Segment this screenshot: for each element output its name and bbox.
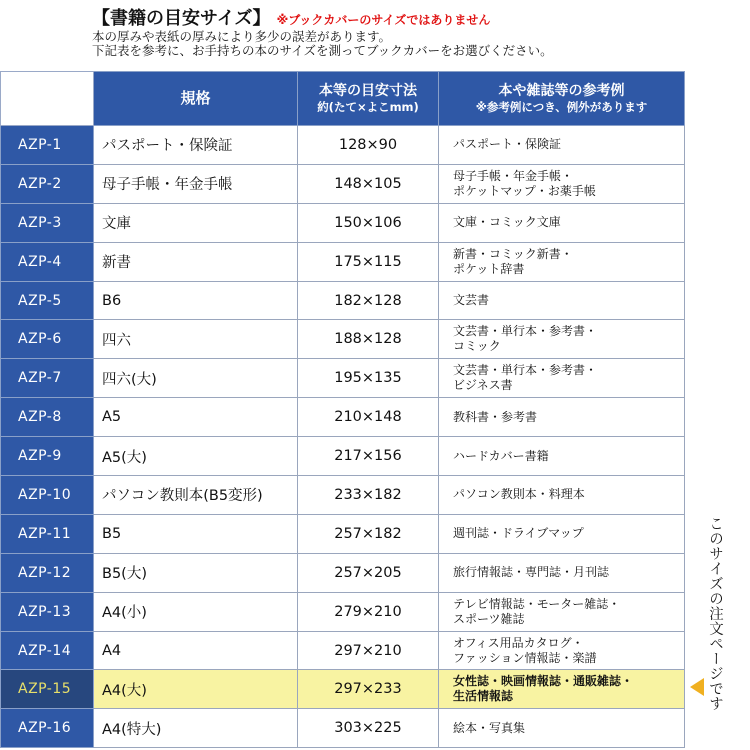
row-spec: A5(大): [94, 437, 298, 476]
row-dimensions: 233×182: [298, 476, 439, 515]
header-examples: [439, 72, 685, 126]
row-examples: [439, 514, 685, 553]
table-row: [1, 476, 685, 515]
table-row: [1, 437, 685, 476]
row-examples: [439, 592, 685, 631]
row-examples: [439, 203, 685, 242]
row-dimensions: 182×128: [298, 281, 439, 320]
row-dimensions: 148×105: [298, 164, 439, 203]
row-dimensions: 279×210: [298, 592, 439, 631]
example-line-1: 女性誌・映画情報誌・通販雑誌・: [453, 674, 634, 689]
description-line-1: 本の厚みや表紙の厚みにより多少の誤差があります。: [92, 29, 392, 44]
example-line-1: 文庫・コミック文庫: [453, 215, 561, 230]
row-examples: [439, 126, 685, 165]
row-code: AZP-6: [1, 320, 94, 359]
row-examples: [439, 476, 685, 515]
left-triangle-arrow-icon: [690, 678, 704, 696]
row-code: AZP-4: [1, 242, 94, 281]
row-code: AZP-3: [1, 203, 94, 242]
row-code: AZP-2: [1, 164, 94, 203]
example-line-1: 文芸書: [453, 293, 490, 307]
example-line-2: スポーツ雑誌: [453, 611, 525, 626]
row-code: AZP-16: [1, 709, 94, 748]
row-spec: 四六: [94, 320, 298, 359]
table-row: [1, 281, 685, 320]
row-code: AZP-9: [1, 437, 94, 476]
row-dimensions: 150×106: [298, 203, 439, 242]
example-line-1: パソコン教則本・料理本: [453, 487, 585, 502]
row-examples: [439, 670, 685, 709]
example-line-2: ビジネス書: [453, 378, 513, 393]
row-dimensions: 128×90: [298, 126, 439, 165]
row-spec: A4(大): [94, 670, 298, 709]
notice-text: ※ブックカバーのサイズではありません: [276, 13, 491, 27]
row-spec: B5(大): [94, 553, 298, 592]
table-header-row: [1, 72, 685, 126]
row-spec: 母子手帳・年金手帳: [94, 164, 298, 203]
table-row: [1, 709, 685, 748]
row-spec: 文庫: [94, 203, 298, 242]
header-spec: [94, 72, 298, 126]
example-line-1: 週刊誌・ドライブマップ: [453, 526, 584, 541]
table-row: [1, 514, 685, 553]
header-dimensions: [298, 72, 439, 126]
example-line-2: ポケットマップ・お薬手帳: [453, 183, 596, 198]
row-spec: A4(小): [94, 592, 298, 631]
example-line-1: 母子手帳・年金手帳・: [453, 168, 574, 183]
order-page-note: このサイズの注文ページです: [707, 516, 723, 711]
header-examples-label: 本や雑誌等の参考例: [498, 82, 625, 99]
row-examples: [439, 281, 685, 320]
row-examples: [439, 437, 685, 476]
row-code: AZP-8: [1, 398, 94, 437]
table-row: [1, 126, 685, 165]
row-dimensions: 297×210: [298, 631, 439, 670]
row-dimensions: 195×135: [298, 359, 439, 398]
row-examples: [439, 242, 685, 281]
row-examples: [439, 164, 685, 203]
table-row: [1, 242, 685, 281]
table-row: [1, 398, 685, 437]
row-examples: [439, 359, 685, 398]
example-line-1: 新書・コミック新書・: [453, 246, 573, 261]
row-code: AZP-15: [1, 670, 94, 709]
header-dimensions-label: 本等の目安寸法: [319, 82, 417, 99]
row-spec: A5: [94, 398, 298, 437]
example-line-1: 文芸書・単行本・参考書・: [453, 324, 598, 339]
row-dimensions: 257×182: [298, 514, 439, 553]
row-examples: [439, 320, 685, 359]
example-line-2: コミック: [453, 339, 501, 354]
row-dimensions: 303×225: [298, 709, 439, 748]
example-line-1: 絵本・写真集: [453, 720, 526, 735]
row-spec: パソコン教則本(B5変形): [94, 476, 298, 515]
row-spec: A4(特大): [94, 709, 298, 748]
row-code: AZP-13: [1, 592, 94, 631]
row-examples: [439, 709, 685, 748]
example-line-1: 文芸書・単行本・参考書・: [453, 363, 598, 378]
row-code: AZP-14: [1, 631, 94, 670]
description-line-2: 下記表を参考に、お手持ちの本のサイズを測ってブックカバーをお選びください。: [92, 43, 553, 58]
row-dimensions: 297×233: [298, 670, 439, 709]
table-row: [1, 164, 685, 203]
row-spec: A4: [94, 631, 298, 670]
row-spec: B6: [94, 281, 298, 320]
header-dimensions-sublabel: 約(たて×よこmm): [317, 99, 419, 114]
header-examples-sublabel: ※参考例につき、例外があります: [475, 99, 648, 114]
table-row: [1, 320, 685, 359]
row-code: AZP-10: [1, 476, 94, 515]
row-spec: B5: [94, 514, 298, 553]
table-row: [1, 203, 685, 242]
header-spec-label: 規格: [180, 89, 211, 107]
example-line-1: テレビ情報誌・モーター雑誌・: [453, 596, 621, 611]
page-header: [92, 4, 692, 58]
row-dimensions: 210×148: [298, 398, 439, 437]
table-row: [1, 592, 685, 631]
row-code: AZP-7: [1, 359, 94, 398]
row-dimensions: 175×115: [298, 242, 439, 281]
row-code: AZP-12: [1, 553, 94, 592]
row-code: AZP-5: [1, 281, 94, 320]
table-row-highlighted: [1, 670, 685, 709]
example-line-1: 旅行情報誌・専門誌・月刊誌: [453, 565, 610, 580]
table-row: [1, 359, 685, 398]
row-dimensions: 257×205: [298, 553, 439, 592]
example-line-1: パスポート・保険証: [453, 137, 562, 152]
title-line: [92, 4, 692, 30]
size-table: [0, 71, 685, 748]
row-dimensions: 188×128: [298, 320, 439, 359]
example-line-1: ハードカバー書籍: [453, 448, 549, 463]
example-line-1: 教科書・参考書: [453, 409, 538, 424]
row-examples: [439, 631, 685, 670]
row-spec: パスポート・保険証: [94, 126, 298, 165]
row-code: AZP-1: [1, 126, 94, 165]
row-code: AZP-11: [1, 514, 94, 553]
example-line-2: 生活情報誌: [453, 689, 514, 704]
example-line-1: オフィス用品カタログ・: [453, 635, 584, 650]
row-examples: [439, 553, 685, 592]
row-examples: [439, 398, 685, 437]
row-dimensions: 217×156: [298, 437, 439, 476]
row-spec: 四六(大): [94, 359, 298, 398]
table-row: [1, 553, 685, 592]
row-spec: 新書: [94, 242, 298, 281]
page-title: 【書籍の目安サイズ】: [92, 8, 271, 29]
table-row: [1, 631, 685, 670]
example-line-2: ポケット辞書: [453, 261, 525, 276]
header-corner-cell: [1, 72, 94, 126]
example-line-2: ファッション情報誌・楽譜: [453, 650, 597, 665]
